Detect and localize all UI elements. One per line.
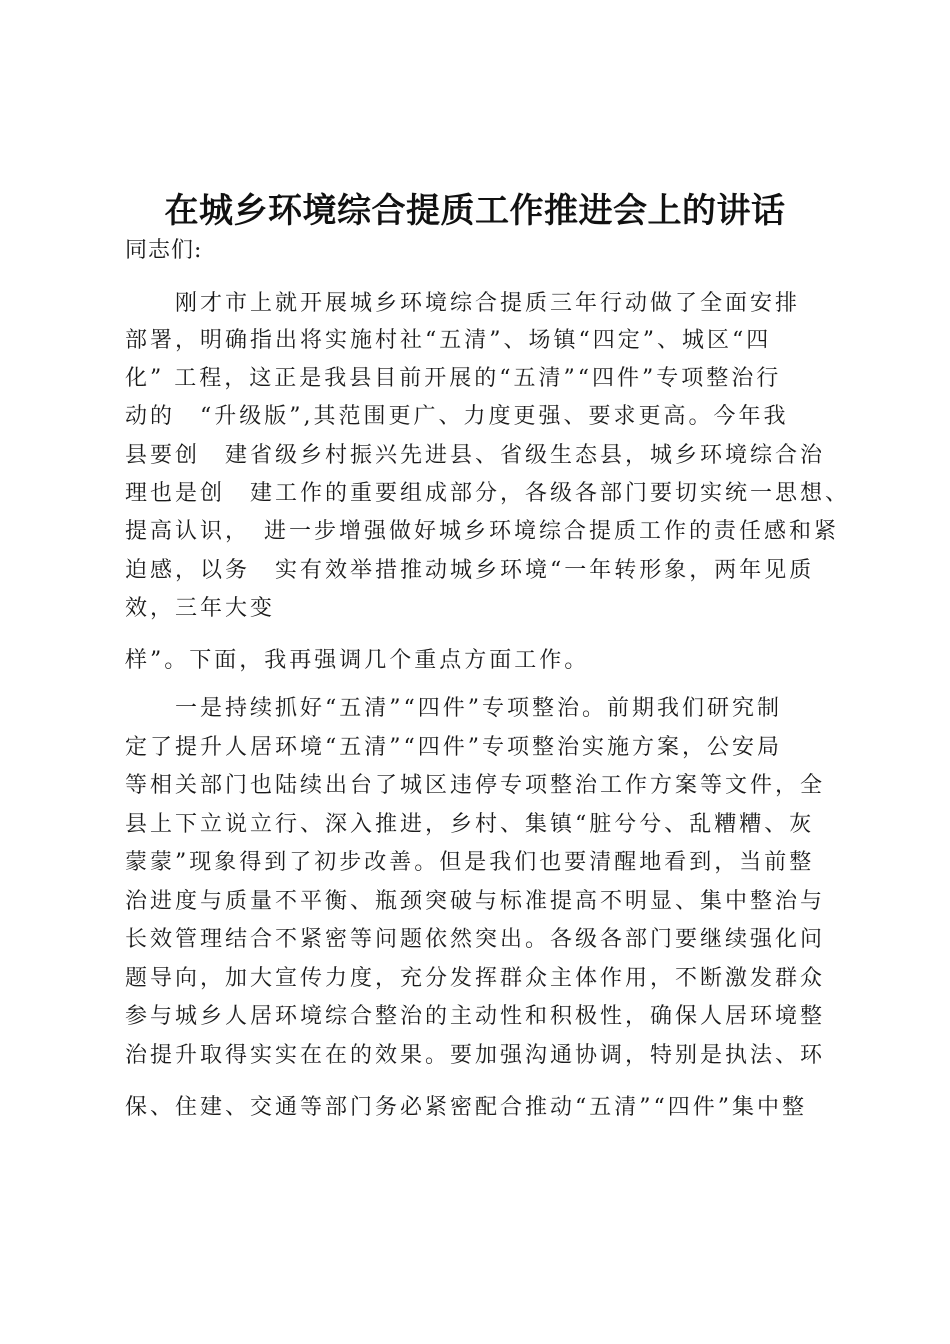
body-line: 参与城乡人居环境综合整治的主动性和积极性，确保人居环境整: [125, 1004, 826, 1029]
body-line: 定了提升人居环境“五清”“四件”专项整治实施方案，公安局: [125, 735, 782, 760]
body-line: 县要创 建省级乡村振兴先进县、省级生态县，城乡环境综合治: [125, 443, 826, 468]
body-line: 县上下立说立行、深入推进，乡村、集镇“脏兮兮、乱糟糟、灰: [125, 812, 815, 837]
body-line: 一是持续抓好“五清”“四件”专项整治。前期我们研究制: [125, 696, 782, 721]
body-line: 治提升取得实实在在的效果。要加强沟通协调，特别是执法、环: [125, 1043, 826, 1068]
body-line: 迫感，以务 实有效举措推动城乡环境“一年转形象，两年见质: [125, 558, 815, 583]
document-title: 在城乡环境综合提质工作推进会上的讲话: [164, 191, 786, 231]
body-line: 效，三年大变: [125, 596, 276, 621]
body-line: 提高认识， 进一步增强做好城乡环境综合提质工作的责任感和紧: [125, 519, 840, 544]
body-line: 长效管理结合不紧密等问题依然突出。各级各部门要继续强化问: [125, 927, 826, 952]
body-line: 化” 工程，这正是我县目前开展的“五清”“四件”专项整治行: [125, 366, 782, 391]
body-line: 题导向，加大宣传力度，充分发挥群众主体作用，不断激发群众: [125, 966, 826, 991]
body-line: 刚才市上就开展城乡环境综合提质三年行动做了全面安排: [125, 291, 801, 316]
body-line: 等相关部门也陆续出台了城区违停专项整治工作方案等文件，全: [125, 773, 826, 798]
body-line: 样”。下面，我再强调几个重点方面工作。: [125, 648, 590, 673]
body-line: 部署，明确指出将实施村社“五清”、场镇“四定”、城区“四: [125, 328, 772, 353]
body-line: 保、住建、交通等部门务必紧密配合推动“五清”“四件”集中整: [125, 1095, 807, 1120]
body-line: 蒙蒙”现象得到了初步改善。但是我们也要清醒地看到，当前整: [125, 850, 815, 875]
body-line: 动的 “升级版”,其范围更广、力度更强、要求更高。今年我: [125, 404, 789, 429]
salutation: 同志们:: [125, 238, 203, 263]
body-line: 治进度与质量不平衡、瓶颈突破与标准提高不明显、集中整治与: [125, 889, 826, 914]
body-line: 理也是创 建工作的重要组成部分，各级各部门要切实统一思想、: [125, 481, 851, 506]
